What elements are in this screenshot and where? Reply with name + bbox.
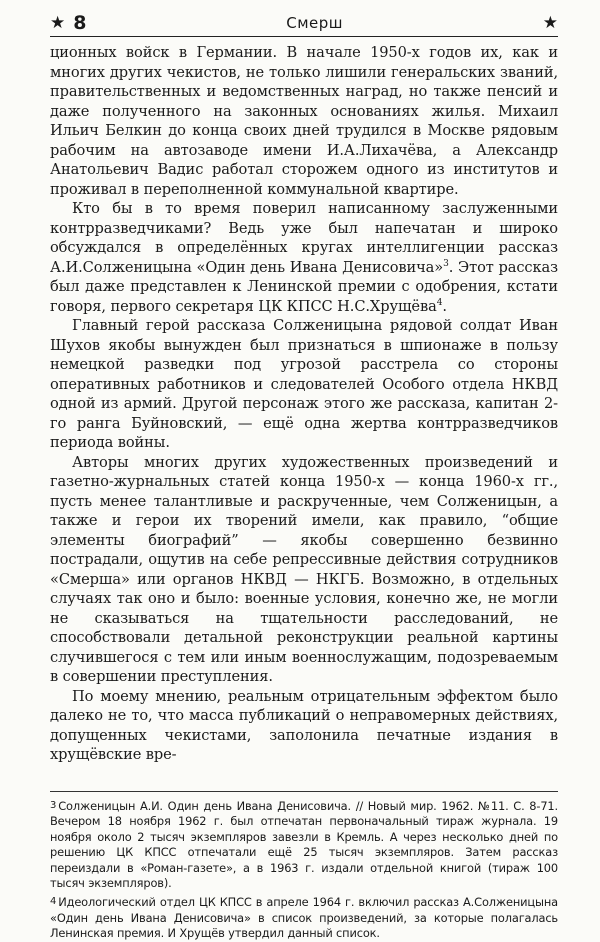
running-header (50, 10, 558, 37)
running-title: Смерш (286, 14, 343, 32)
paragraph: ционных войск в Германии. В начале 1950-х годов их, как и многих других чекистов, не только лишили генеральских званий, правительственных и ведомственных наград, но также пенсий и даже полученного на законных основаниях жилья. Михаил Ильич Белкин до конца своих дней трудился в Москве рядовым рабочим на автозаводе имени И.А.Лихачёва, а Александр Анатольевич Вадис работал сторожем одного из институтов и проживал в переполненной коммунальной квартире. (50, 44, 558, 198)
main-text (50, 43, 558, 765)
paragraph: По моему мнению, реальным отрицательным эффектом было далеко не то, что масса публикаций о неправомерных действиях, допущенных чекистами, заполонила печатные издания в хрущёвские вре- (50, 687, 558, 763)
star-icon-left: ★ (50, 12, 66, 33)
star-icon-right: ★ (542, 12, 558, 33)
page-number: 8 (73, 12, 87, 34)
paragraph: Авторы многих других художественных произведений и газетно-журнальных статей конца 1950-х — конца 1960-х гг., пусть менее талантливые и раскрученные, чем Солженицын, а также и герои их творений имели, как правило, “общие элементы биографий” — якобы совершенно безвинно пострадали, ощутив на себе репрессивные действия сотрудников «Смерша» или органов НКВД — НКГБ. Возможно, в отдельных случаях так оно и было: военные условия, конечно же, не могли не сказываться на тщательности расследований, не способствовали детальной реконструкции реальной картины случившегося с тем или иным военнослужащим, подозреваемым в совершении преступления. (50, 453, 558, 685)
paragraph: Главный герой рассказа Солженицына рядовой солдат Иван Шухов якобы вынужден был признаться в шпионаже в пользу немецкой разведки под угрозой расстрела со стороны оперативных работников и следователей Особого отдела НКВД одной из армий. Другой персонаж этого же рассказа, капитан 2-го ранга Буйновский, — ещё одна жертва контрразведчиков периода войны. (50, 317, 558, 451)
footnote-ref: 3 (443, 258, 449, 269)
footnote: 4 Идеологический отдел ЦК КПСС в апреле 1964 г. включил рассказ А.Солженицына «Один день Ивана Денисовича» в список произведений, за которые полагалась Ленинская премия. И Хрущёв утвердил данный список. (50, 895, 558, 941)
footnote: 3 Солженицын А.И. Один день Ивана Денисовича. // Новый мир. 1962. №11. С. 8-71. Вечером 18 ноября 1962 г. был отпечатан первоначальный тираж журнала. 19 ноября около 2 тысяч экземпляров завезли в Кремль. А через несколько дней по решению ЦК КПСС отпечатали ещё 25 тысяч экземпляров. Затем рассказ переиздали в «Роман-газете», а в 1963 г. издали отдельной книгой (тираж 100 тысяч экземпляров). (50, 798, 558, 891)
paragraph: Кто бы в то время поверил написанному заслуженными контрразведчиками? Ведь уже был напечатан и широко обсуждался в определённых кругах интеллигенции рассказ А.И.Солженицына «Один день Ивана Денисовича»$^3$. Этот рассказ был даже представлен к Ленинской премии с одобрения, кстати говоря, первого секретаря ЦК КПСС Н.С.Хрущёва$^4$. (50, 200, 558, 315)
footnotes (50, 791, 558, 942)
footnote-ref: 4 (436, 297, 443, 308)
